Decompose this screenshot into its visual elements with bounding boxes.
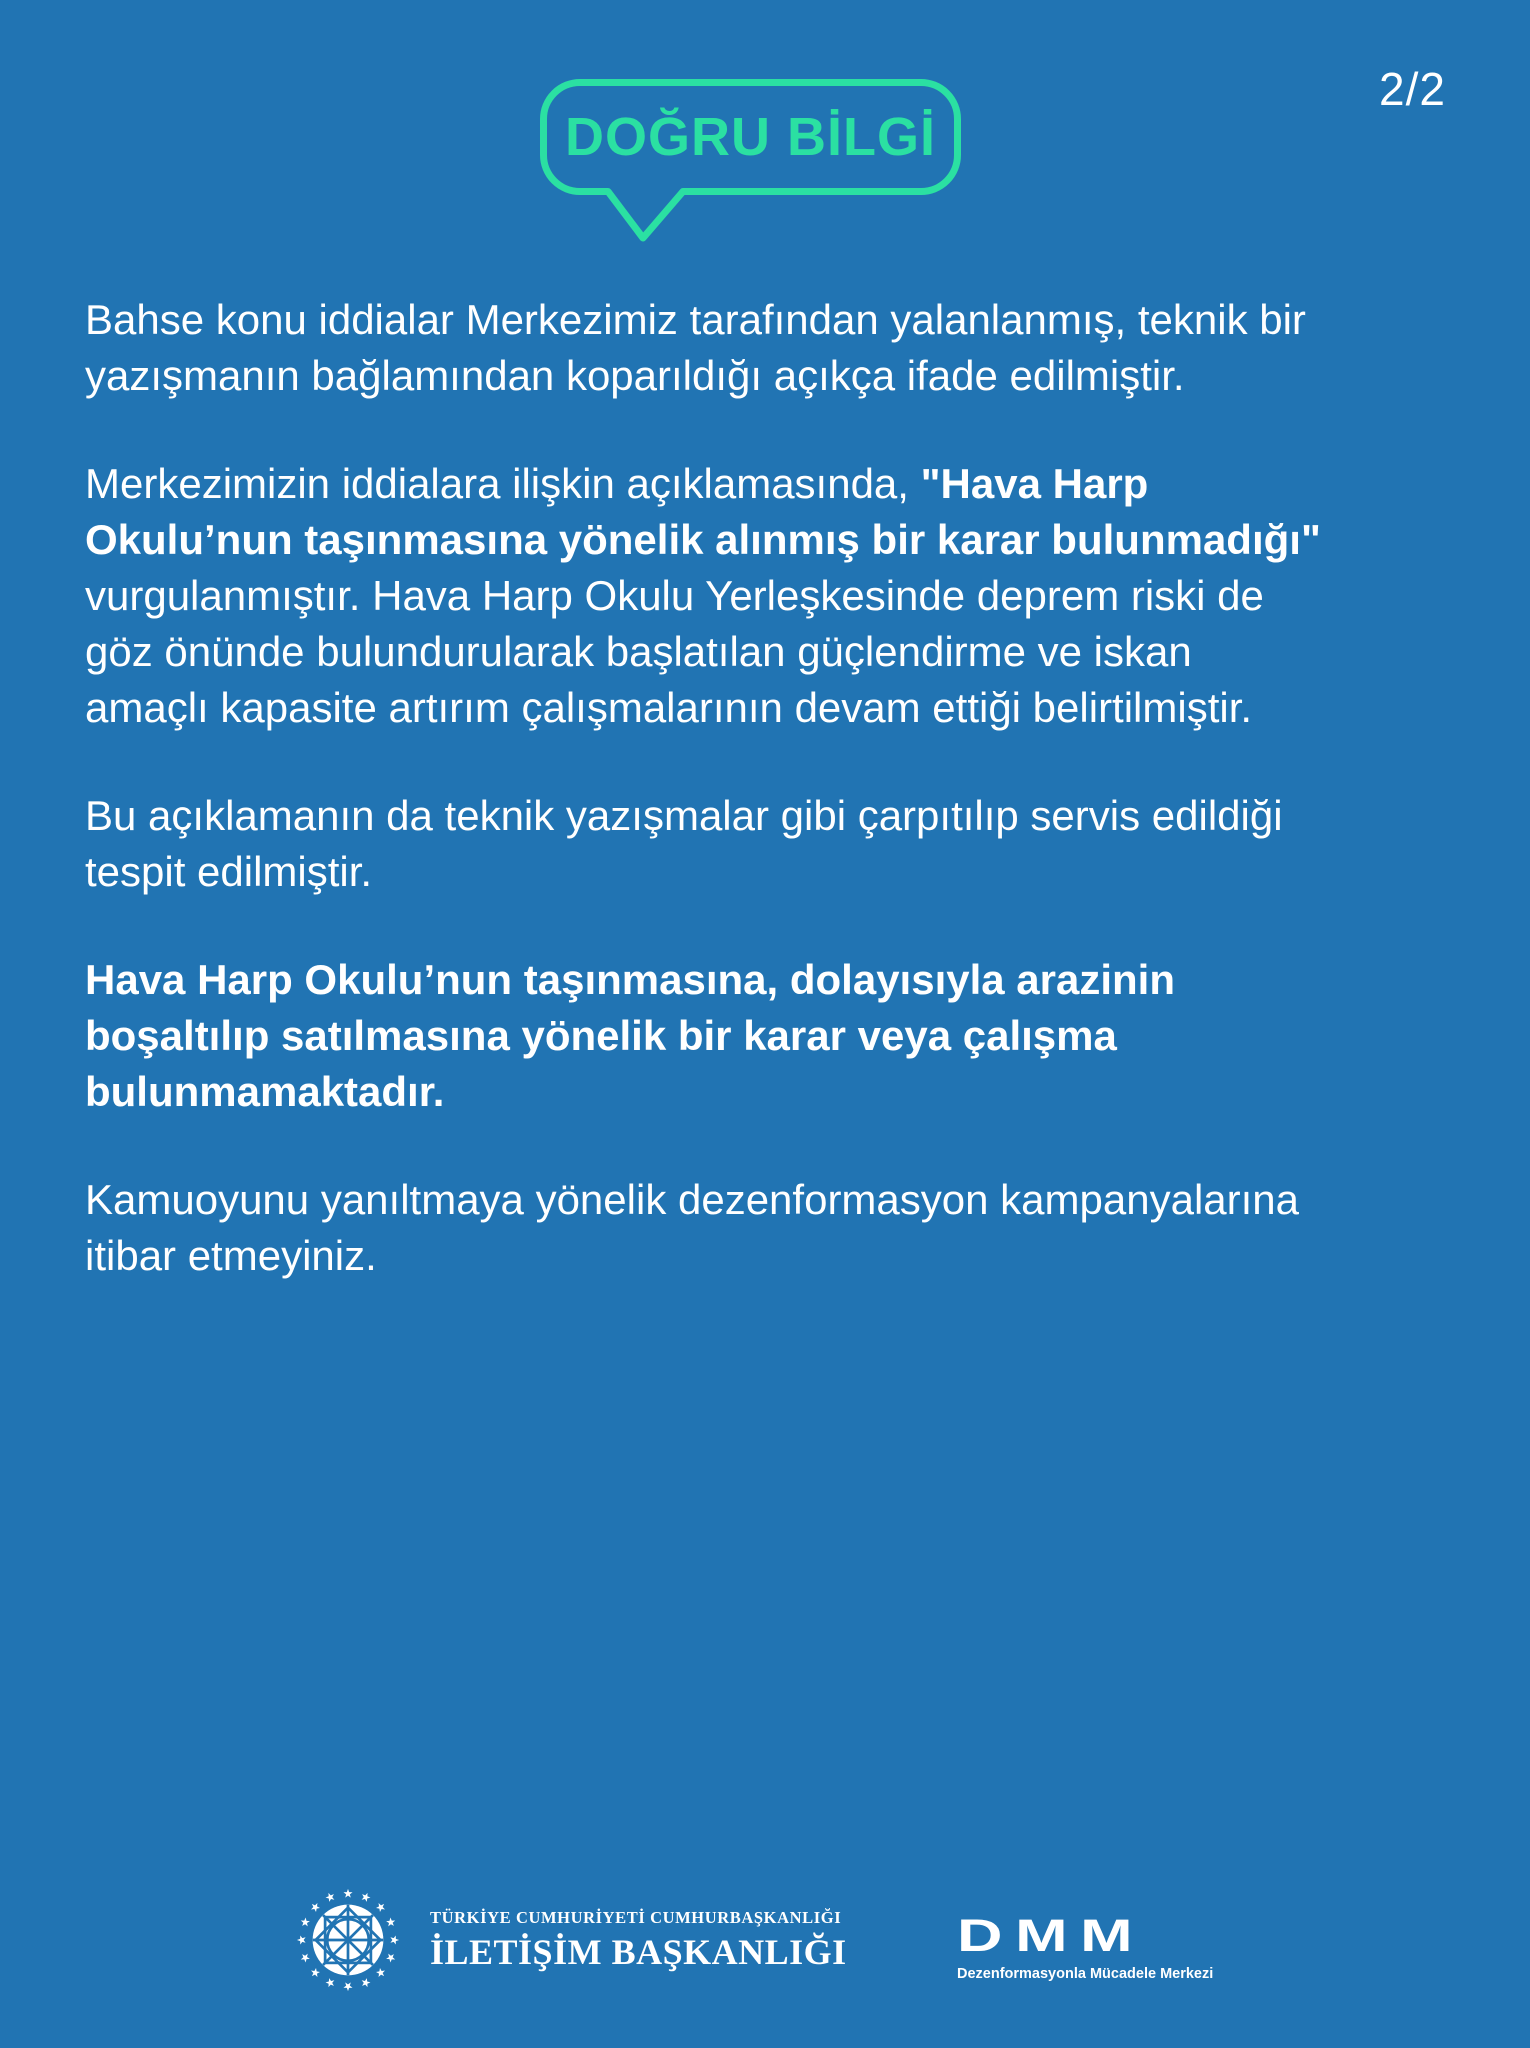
- dmm-logo: [957, 1910, 1214, 1982]
- paragraph-line: [85, 788, 1490, 844]
- paragraph-line: [85, 680, 1490, 736]
- dmm-subtitle: Dezenformasyonla Mücadele Merkezi: [957, 1966, 1214, 1982]
- paragraph-line: [85, 512, 1490, 568]
- paragraph-line: [85, 1008, 1490, 1064]
- text-segment: tespit edilmiştir.: [85, 848, 373, 895]
- paragraph: [85, 788, 1490, 900]
- dmm-wordmark: DMM: [957, 1910, 1146, 1961]
- bold-text-segment: "Hava Harp: [920, 460, 1149, 507]
- text-segment: amaçlı kapasite artırım çalışmalarının devam ettiği belirtilmiştir.: [85, 684, 1253, 731]
- text-segment: itibar etmeyiniz.: [85, 1232, 377, 1279]
- text-segment: vurgulanmıştır. Hava Harp Okulu Yerleşkesinde deprem riski de: [85, 572, 1264, 619]
- text-segment: yazışmanın bağlamından koparıldığı açıkça ifade edilmiştir.: [85, 352, 1185, 399]
- paragraph-line: [85, 568, 1490, 624]
- paragraph: [85, 456, 1490, 736]
- text-segment: Bahse konu iddialar Merkezimiz tarafından yalanlanmış, teknik bir: [85, 296, 1306, 343]
- presidency-logo: [296, 1888, 847, 1992]
- bold-text-segment: Okulu’nun taşınmasına yönelik alınmış bir karar bulunmadığı": [85, 516, 1321, 563]
- footer: [0, 1880, 1530, 2048]
- presidential-seal-icon: [296, 1888, 400, 1992]
- paragraph-line: [85, 844, 1490, 900]
- paragraph: [85, 952, 1490, 1120]
- presidency-title-large: İLETİŞİM BAŞKANLIĞI: [430, 1931, 847, 1972]
- body-paragraphs: [85, 292, 1490, 1336]
- badge-label: DOĞRU BİLGİ: [565, 107, 936, 167]
- bold-text-segment: boşaltılıp satılmasına yönelik bir karar veya çalışma: [85, 1012, 1117, 1059]
- paragraph-line: [85, 1172, 1490, 1228]
- paragraph-line: [85, 456, 1490, 512]
- presidency-title-small: TÜRKİYE CUMHURİYETİ CUMHURBAŞKANLIĞI: [430, 1907, 842, 1927]
- paragraph-line: [85, 624, 1490, 680]
- paragraph: [85, 292, 1490, 404]
- paragraph-line: [85, 348, 1490, 404]
- bold-text-segment: Hava Harp Okulu’nun taşınmasına, dolayısıyla arazinin: [85, 956, 1176, 1003]
- paragraph-line: [85, 1064, 1490, 1120]
- paragraph-line: [85, 952, 1490, 1008]
- text-segment: Merkezimizin iddialara ilişkin açıklamasında,: [85, 460, 921, 507]
- presidency-text: [430, 1908, 847, 1973]
- paragraph-line: [85, 1228, 1490, 1284]
- paragraph: [85, 1172, 1490, 1284]
- text-segment: göz önünde bulundurularak başlatılan güçlendirme ve iskan: [85, 628, 1192, 675]
- bold-text-segment: bulunmamaktadır.: [85, 1068, 445, 1115]
- text-segment: Bu açıklamanın da teknik yazışmalar gibi çarpıtılıp servis edildiği: [85, 792, 1283, 839]
- paragraph-line: [85, 292, 1490, 348]
- text-segment: Kamuoyunu yanıltmaya yönelik dezenformasyon kampanyalarına: [85, 1176, 1300, 1223]
- page-indicator: 2/2: [1379, 63, 1446, 115]
- dogru-bilgi-badge: [540, 79, 961, 245]
